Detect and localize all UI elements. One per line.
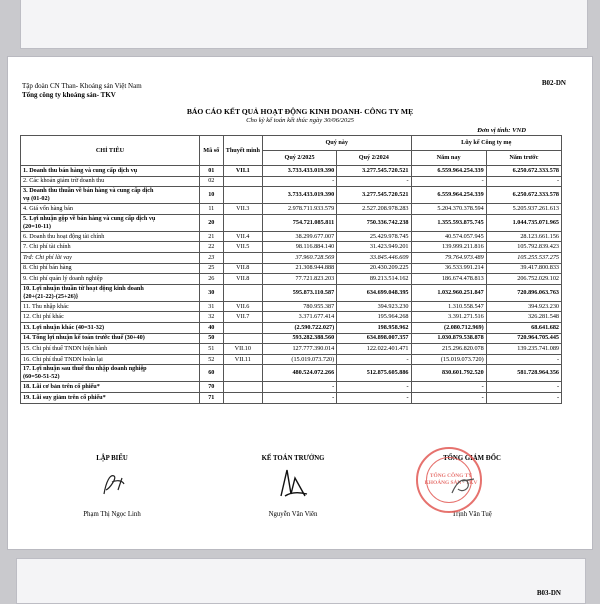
row-q2025-value: 593.282.388.560 [262,333,336,344]
row-this-year-value: 36.533.991.214 [411,263,486,274]
row-label-line-2: {20+(21-22)-(25+26)} [23,292,79,300]
row-label [21,242,200,253]
table-row [21,252,562,263]
director-name: Trịnh Văn Tuệ [452,511,492,518]
table-row [21,333,562,344]
header-this-quarter: Quý này [262,136,411,151]
table-row [21,301,562,312]
row-q2025-value: (15.019.073.720) [262,354,336,365]
header-this-year: Năm nay [411,151,486,166]
row-q2024-value: 25.429.978.745 [337,231,411,242]
table-row [21,231,562,242]
row-note: VII.11 [223,354,262,365]
preparer-role: LẬP BIỂU [96,455,128,462]
row-label-line-1: 1. Doanh thu bán hàng và cung cấp dịch vụ [23,166,138,174]
row-label-line-1: 6. Doanh thu hoạt động tài chính [23,232,105,240]
row-note [223,392,262,403]
row-note [223,333,262,344]
preparer-name: Phạm Thị Ngọc Linh [83,511,141,518]
next-page-form-code: B03-DN [536,589,561,597]
row-prev-year-value: - [486,176,561,187]
table-row [21,354,562,365]
row-q2025-value: 21.308.944.888 [262,263,336,274]
table-row [21,284,562,301]
row-label [21,312,200,323]
table-row [21,344,562,355]
row-q2025-value: - [262,382,336,393]
row-code: 32 [199,312,223,323]
row-prev-year-value: 68.641.682 [486,322,561,333]
row-label [21,284,200,301]
accountant-name: Nguyễn Văn Viên [268,511,318,518]
table-row [21,176,562,187]
preparer-signature-mark [92,468,132,498]
director-role: TỔNG GIÁM ĐỐC [443,455,501,462]
row-note: VII.1 [223,166,262,177]
row-code: 71 [199,392,223,403]
row-label [21,344,200,355]
row-label-line-1: 5. Lợi nhuận gộp về bán hàng và cung cấp dịch vụ [23,214,156,222]
row-code: 30 [199,284,223,301]
header-item: CHỈ TIÊU [21,136,200,166]
row-label-line-1: 16. Chi phí thuế TNDN hoãn lại [23,355,103,363]
row-q2024-value: - [337,392,411,403]
row-prev-year-value: 720.896.063.763 [486,284,561,301]
row-label [21,354,200,365]
preparer-signature [72,455,152,518]
row-note: VII.8 [223,263,262,274]
row-note: VII.10 [223,344,262,355]
row-note [223,214,262,231]
row-code: 23 [199,252,223,263]
row-q2025-value: 37.960.728.569 [262,252,336,263]
row-this-year-value: 40.574.057.945 [411,231,486,242]
row-label-line-1: 18. Lãi cơ bản trên cổ phiếu* [23,383,100,391]
row-note [223,176,262,187]
income-statement-table [20,135,562,404]
seal-line-2: KHOÁNG SẢN - TKV [424,480,478,486]
row-note: VII.6 [223,301,262,312]
row-label [21,252,200,263]
table-row [21,312,562,323]
row-note [223,382,262,393]
row-note: VII.5 [223,242,262,253]
report-title: BÁO CÁO KẾT QUẢ HOẠT ĐỘNG KINH DOANH- CÔNG TY MẸ [186,107,414,116]
row-prev-year-value: 6.250.672.333.578 [486,166,561,177]
table-row [21,166,562,177]
row-code: 21 [199,231,223,242]
row-code: 10 [199,187,223,204]
row-q2025-value: (2.590.722.027) [262,322,336,333]
row-prev-year-value: 326.281.548 [486,312,561,323]
row-q2024-value: - [337,354,411,365]
row-note: VII.3 [223,204,262,215]
next-page [16,558,586,604]
row-this-year-value: 79.764.973.489 [411,252,486,263]
row-q2024-value: 634.699.048.395 [337,284,411,301]
table-row [21,322,562,333]
header-prev-year: Năm trước [486,151,561,166]
row-q2025-value: 595.873.110.587 [262,284,336,301]
row-label [21,204,200,215]
table-row [21,382,562,393]
row-this-year-value: (2.080.712.969) [411,322,486,333]
row-prev-year-value: 720.964.705.445 [486,333,561,344]
row-prev-year-value: 6.250.672.333.578 [486,187,561,204]
company-seal [416,447,482,513]
row-label-line-1: 17. Lợi nhuận sau thuế thu nhập doanh nghiệp [23,365,147,373]
row-q2025-value: 2.978.711.933.579 [262,204,336,215]
table-body [21,166,562,404]
row-label [21,166,200,177]
row-this-year-value: 1.032.960.251.847 [411,284,486,301]
row-code: 02 [199,176,223,187]
row-this-year-value: 1.355.593.875.745 [411,214,486,231]
row-prev-year-value: 139.235.741.089 [486,344,561,355]
table-row [21,365,562,382]
row-label-line-1: 9. Chi phí quản lý doanh nghiệp [23,274,103,282]
accountant-signature-mark [273,466,313,500]
row-label-line-1: 15. Chi phí thuế TNDN hiện hành [23,344,108,352]
row-prev-year-value: 581.728.964.356 [486,365,561,382]
row-q2024-value: 195.964.268 [337,312,411,323]
row-label [21,176,200,187]
table-row [21,274,562,285]
row-label-line-1: 7. Chi phí tài chính [23,243,71,251]
row-prev-year-value: 5.205.937.261.613 [486,204,561,215]
row-q2024-value: 394.923.230 [337,301,411,312]
row-label-line-1: 13. Lợi nhuận khác (40=31-32) [23,323,105,331]
row-this-year-value: 6.559.964.254.339 [411,187,486,204]
row-q2024-value: 634.898.007.357 [337,333,411,344]
row-q2024-value: 512.875.605.886 [337,365,411,382]
row-code: 50 [199,333,223,344]
row-q2024-value: 20.430.209.225 [337,263,411,274]
row-q2025-value: 38.299.677.007 [262,231,336,242]
row-label-line-2: (20=10-11) [23,222,51,230]
row-note [223,322,262,333]
row-q2024-value: 750.336.742.238 [337,214,411,231]
table-row [21,392,562,403]
row-code: 31 [199,301,223,312]
row-q2025-value: 98.116.884.140 [262,242,336,253]
row-this-year-value: 1.310.558.547 [411,301,486,312]
row-label [21,231,200,242]
row-label-line-1: 2. Các khoản giảm trừ doanh thu [23,177,105,185]
row-prev-year-value: 206.752.029.102 [486,274,561,285]
director-signature-mark [418,449,480,511]
currency-unit: Đơn vị tính: VND [477,127,526,134]
seal-line-1: TỔNG CÔNG TY [429,473,473,479]
row-note: VII.7 [223,312,262,323]
row-code: 51 [199,344,223,355]
row-note: VII.4 [223,231,262,242]
form-code: B02-DN [541,79,566,87]
table-row [21,214,562,231]
row-q2025-value: 77.721.823.203 [262,274,336,285]
row-label [21,322,200,333]
row-note [223,365,262,382]
row-label-line-2: (60=50-51-52) [23,373,60,381]
row-code: 26 [199,274,223,285]
table-row [21,204,562,215]
group-name: Tập đoàn CN Than- Khoáng sản Việt Nam [22,82,142,90]
header-note: Thuyết minh [223,136,262,166]
row-q2024-value: 33.845.446.609 [337,252,411,263]
row-prev-year-value: 1.044.735.071.965 [486,214,561,231]
row-label-line-1: 10. Lợi nhuận thuần từ hoạt động kinh doanh [23,284,144,292]
row-this-year-value: 6.559.964.254.339 [411,166,486,177]
row-label-line-1: 12. Chi phí khác [23,313,64,321]
row-note [223,187,262,204]
row-this-year-value: 1.030.879.538.878 [411,333,486,344]
row-code: 01 [199,166,223,177]
row-q2025-value: 3.733.433.019.390 [262,166,336,177]
previous-page [20,0,588,49]
table-row [21,263,562,274]
row-label-line-1: Trđ: Chi phí lãi vay [23,253,72,261]
table-row [21,242,562,253]
row-label-line-1: 19. Lãi suy giảm trên cổ phiếu* [23,393,106,401]
row-q2024-value: - [337,382,411,393]
row-label [21,187,200,204]
row-label-line-1: 8. Chi phí bán hàng [23,264,72,272]
row-note: VII.8 [223,274,262,285]
header-q2025: Quý 2/2025 [262,151,336,166]
row-label [21,382,200,393]
row-prev-year-value: 394.923.230 [486,301,561,312]
row-this-year-value: 5.204.370.378.594 [411,204,486,215]
row-this-year-value: 3.391.271.516 [411,312,486,323]
row-this-year-value: - [411,176,486,187]
row-prev-year-value: - [486,392,561,403]
row-label-line-1: 14. Tổng lợi nhuận kế toán trước thuế (30+40) [23,334,145,342]
row-label-line-1: 11. Thu nhập khác [23,302,69,310]
row-q2025-value: - [262,392,336,403]
row-q2024-value: 2.527.208.978.283 [337,204,411,215]
company-name: Tổng công ty khoáng sản- TKV [22,91,116,99]
accountant-role: KẾ TOÁN TRƯỞNG [261,455,325,462]
row-q2025-value: 3.733.433.019.390 [262,187,336,204]
header-ytd: Lũy kế Công ty mẹ [411,136,562,151]
row-q2025-value: - [262,176,336,187]
row-code: 25 [199,263,223,274]
row-label [21,263,200,274]
report-page [7,56,593,550]
row-prev-year-value: - [486,354,561,365]
row-prev-year-value: 105.255.537.275 [486,252,561,263]
row-q2025-value: 3.371.677.414 [262,312,336,323]
row-note [223,284,262,301]
row-prev-year-value: 28.123.661.156 [486,231,561,242]
row-this-year-value: (15.019.073.720) [411,354,486,365]
row-q2025-value: 780.955.387 [262,301,336,312]
row-this-year-value: - [411,382,486,393]
row-prev-year-value: 39.417.800.833 [486,263,561,274]
header-code: Mã số [199,136,223,166]
header-q2024: Quý 2/2024 [337,151,411,166]
accountant-signature [248,455,338,518]
row-label [21,301,200,312]
row-label-line-1: 3. Doanh thu thuần về bán hàng và cung cấp dịch [23,187,154,195]
row-q2024-value: 31.423.949.201 [337,242,411,253]
row-this-year-value: 186.674.478.813 [411,274,486,285]
row-code: 20 [199,214,223,231]
row-code: 11 [199,204,223,215]
row-label [21,333,200,344]
row-code: 40 [199,322,223,333]
row-q2024-value: 3.277.545.720.521 [337,166,411,177]
row-label [21,274,200,285]
row-label [21,214,200,231]
row-code: 22 [199,242,223,253]
row-note [223,252,262,263]
issuer-header [22,82,142,100]
row-code: 52 [199,354,223,365]
table-row [21,187,562,204]
row-label [21,392,200,403]
row-q2024-value: 3.277.545.720.521 [337,187,411,204]
row-this-year-value: - [411,392,486,403]
row-label-line-1: 4. Giá vốn hàng bán [23,204,74,212]
row-prev-year-value: - [486,382,561,393]
report-period: Cho kỳ kế toán kết thúc ngày 30/06/2025 [246,117,354,124]
row-q2025-value: 754.721.085.811 [262,214,336,231]
row-this-year-value: 830.601.792.520 [411,365,486,382]
row-q2024-value: 122.022.401.471 [337,344,411,355]
row-code: 70 [199,382,223,393]
row-this-year-value: 215.296.820.078 [411,344,486,355]
row-q2024-value: - [337,176,411,187]
row-q2025-value: 480.524.072.266 [262,365,336,382]
row-label [21,365,200,382]
row-this-year-value: 139.999.211.816 [411,242,486,253]
row-q2024-value: 89.213.514.162 [337,274,411,285]
row-prev-year-value: 105.792.839.423 [486,242,561,253]
row-label-line-2: vụ (01-02) [23,195,50,203]
row-code: 60 [199,365,223,382]
row-q2025-value: 127.777.390.014 [262,344,336,355]
row-q2024-value: 198.958.962 [337,322,411,333]
